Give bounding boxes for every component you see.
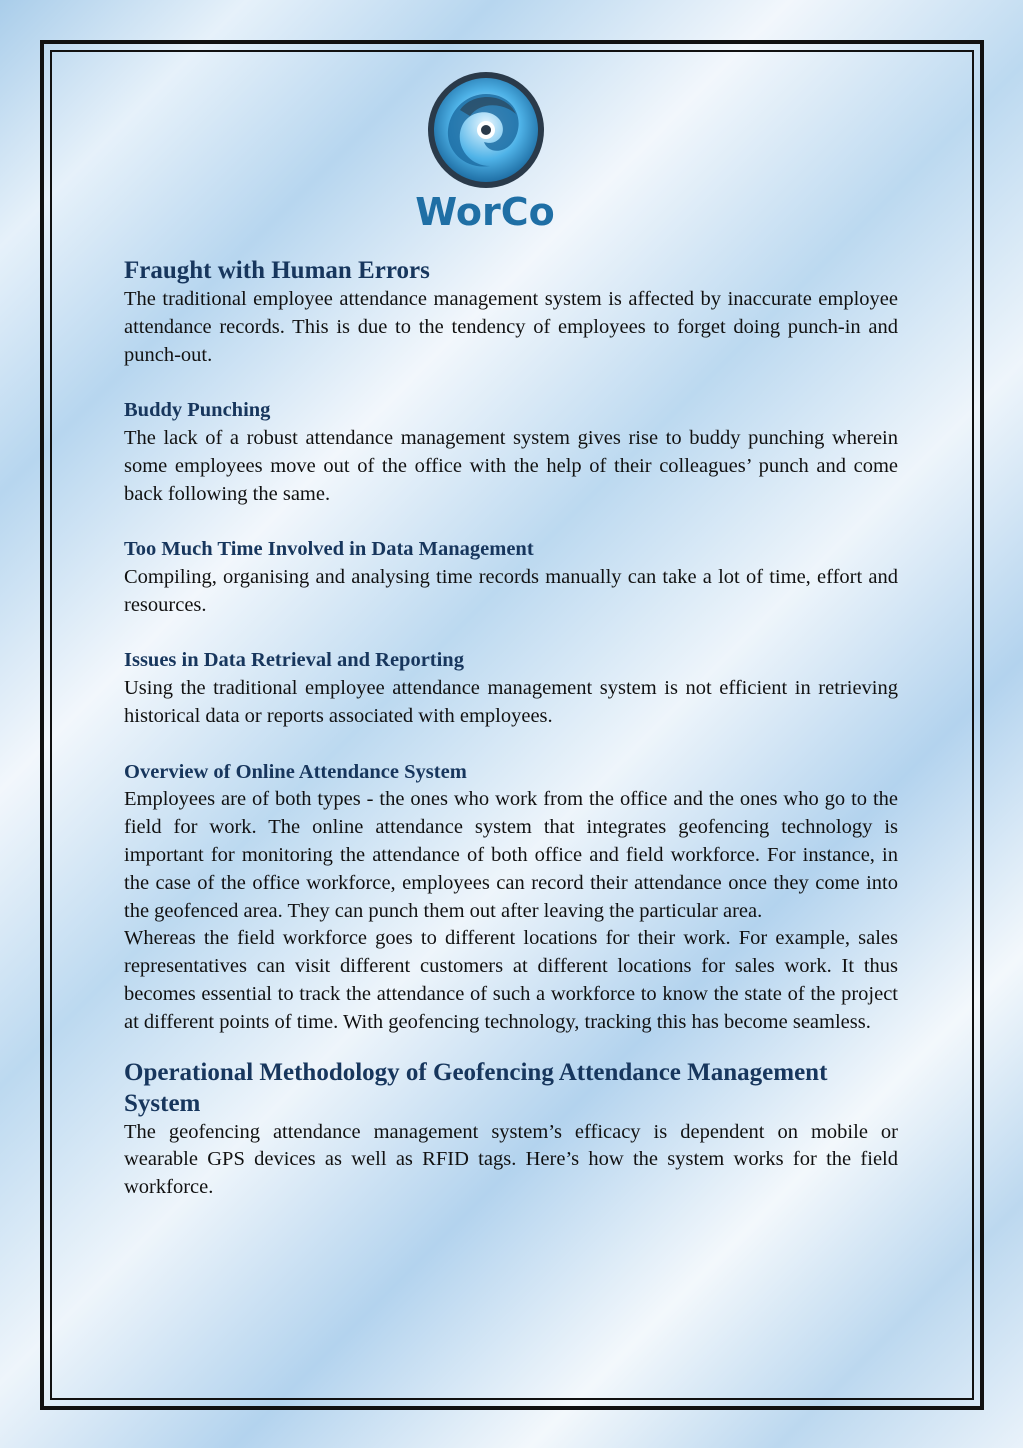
section-data-retrieval xyxy=(124,647,898,730)
section-heading: Operational Methodology of Geofencing Attendance Management System xyxy=(124,1058,828,1117)
company-logo xyxy=(410,70,560,240)
section-paragraph: The geofencing attendance management system’s efficacy is dependent on mobile or wearable GPS devices as well as RFID tags. Here’s how the system works for the field workforce. xyxy=(124,1120,898,1199)
logo-wordmark: WorCo xyxy=(415,190,555,234)
section-heading: Overview of Online Attendance System xyxy=(124,760,467,783)
section-human-errors xyxy=(124,255,898,369)
section-paragraph: The lack of a robust attendance management system gives rise to buddy punching wherein some employees move out of the office with the help of their colleagues’ punch and come back following the same. xyxy=(124,426,898,505)
section-data-management xyxy=(124,536,898,619)
section-heading: Too Much Time Involved in Data Management xyxy=(124,538,534,561)
section-paragraph: Compiling, organising and analysing time records manually can take a lot of time, effort and resources. xyxy=(124,565,898,616)
section-heading: Buddy Punching xyxy=(124,399,271,422)
section-operational-methodology xyxy=(124,1057,898,1202)
section-paragraph: The traditional employee attendance management system is affected by inaccurate employee attendance records. This is due to the tendency of employees to forget doing punch-in and punch-out. xyxy=(124,288,898,366)
section-heading: Issues in Data Retrieval and Reporting xyxy=(124,649,464,672)
section-paragraph: Using the traditional employee attendance management system is not efficient in retrieving historical data or reports associated with employees. xyxy=(124,677,898,727)
document-body xyxy=(124,255,898,1230)
swirl-logo-icon xyxy=(410,70,560,190)
section-buddy-punching xyxy=(124,397,898,508)
section-heading: Fraught with Human Errors xyxy=(124,257,430,284)
section-paragraph: Whereas the field workforce goes to different locations for their work. For example, sales representatives can visit different customers at different locations for sales work. It thus becomes essential to track the attendance of such a workforce to know the state of the project at different points of time. With geofencing technology, tracking this has become seamless. xyxy=(124,927,898,1033)
section-overview xyxy=(124,759,898,1037)
section-paragraph: Employees are of both types - the ones who work from the office and the ones who go to the field for work. The online attendance system that integrates geofencing technology is important for monitoring the attendance of both office and field workforce. For instance, in the case of the office workforce, employees can record their attendance once they come into the geofenced area. They can punch them out after leaving the particular area. xyxy=(124,788,898,922)
